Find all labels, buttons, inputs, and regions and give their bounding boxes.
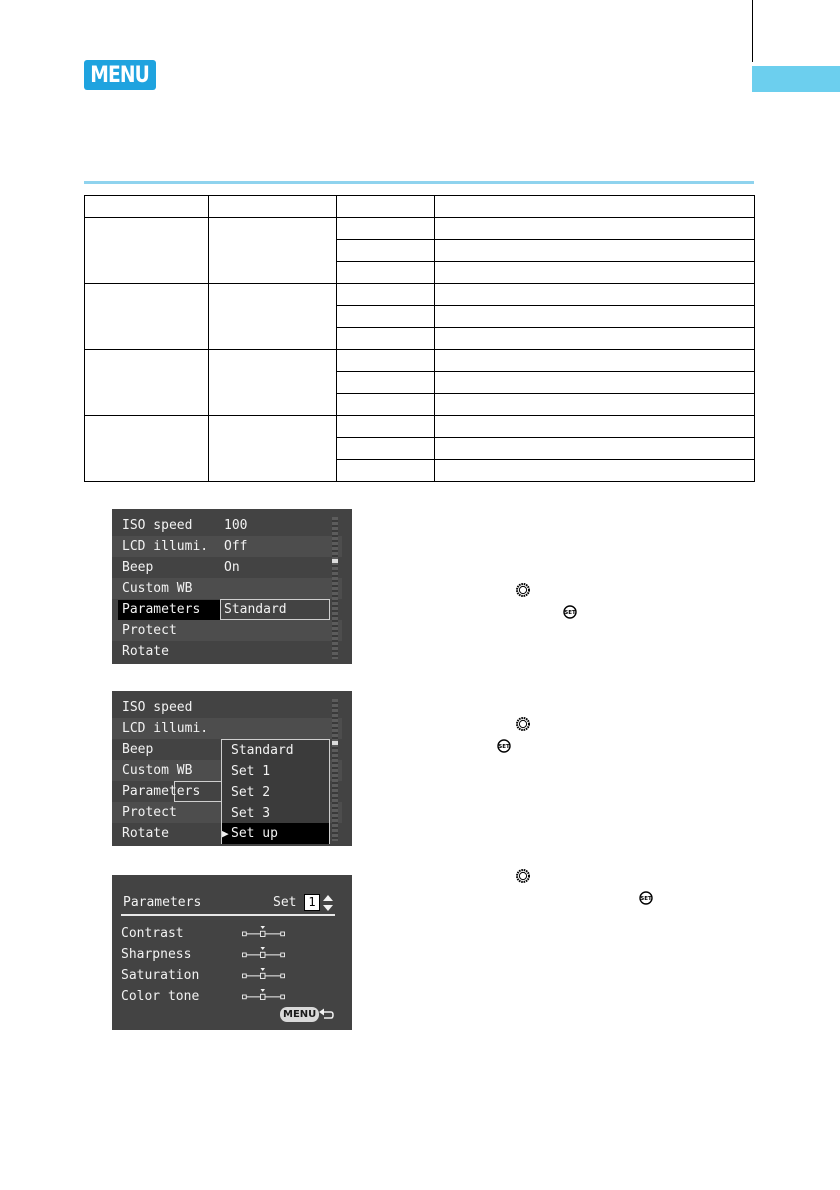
svg-text:SET: SET (498, 744, 510, 751)
menu-item-value: On (224, 560, 240, 575)
set-button-icon (639, 891, 653, 905)
menu-logo (84, 60, 156, 90)
parameter-label[interactable]: Contrast (121, 926, 184, 941)
lcd-screen-parameters-menu (112, 691, 352, 846)
set-label: Set (273, 895, 297, 910)
menu-logo-text: MENU (90, 62, 150, 88)
selection-cursor-icon: ▶ (222, 827, 229, 840)
dropdown-option-selected[interactable]: Set up (222, 823, 329, 844)
parameters-dropdown[interactable] (221, 739, 330, 844)
menu-item-label-selected[interactable]: Parameters (122, 784, 201, 799)
menu-item-label[interactable]: LCD illumi. (122, 721, 209, 736)
menu-item-label[interactable]: Protect (122, 623, 177, 638)
table-header-row (85, 196, 755, 218)
menu-item-label[interactable]: Beep (122, 742, 154, 757)
side-tab (752, 66, 840, 92)
lcd-screen-menu (112, 509, 352, 664)
parameter-slider[interactable] (238, 926, 292, 938)
parameters-table (84, 195, 755, 482)
dropdown-option[interactable]: Set 3 (231, 806, 271, 821)
menu-item-label[interactable]: Beep (122, 560, 154, 575)
table-row (85, 416, 755, 438)
set-button-icon (563, 605, 577, 619)
menu-item-label[interactable]: Protect (122, 805, 177, 820)
quick-control-dial-icon (516, 717, 530, 731)
svg-text:SET: SET (564, 610, 576, 617)
dropdown-option[interactable]: Standard (231, 743, 294, 758)
header-divider (121, 914, 335, 916)
up-down-arrows-icon[interactable] (322, 894, 334, 912)
svg-text:SET: SET (640, 896, 652, 903)
parameter-slider[interactable] (238, 947, 292, 959)
menu-item-label[interactable]: ISO speed (122, 518, 193, 533)
menu-back-button[interactable]: MENU (280, 1007, 319, 1022)
menu-item-value: Off (224, 539, 248, 554)
parameter-label[interactable]: Sharpness (121, 947, 192, 962)
table-row (85, 218, 755, 240)
scroll-thumb (332, 741, 338, 745)
dropdown-option[interactable]: Set 1 (231, 764, 271, 779)
menu-item-label[interactable]: LCD illumi. (122, 539, 209, 554)
return-arrow-icon (319, 1008, 335, 1021)
set-button-icon (497, 739, 511, 753)
parameter-slider[interactable] (238, 968, 292, 980)
title-rule (84, 181, 754, 184)
parameters-title: Parameters (123, 895, 202, 910)
corner-rule (752, 0, 753, 62)
parameter-label[interactable]: Color tone (121, 989, 200, 1004)
set-value-box[interactable]: 1 (304, 894, 320, 911)
quick-control-dial-icon (516, 869, 530, 883)
menu-item-label[interactable]: Rotate (122, 644, 169, 659)
scrollbar (332, 699, 338, 841)
scrollbar (332, 517, 338, 659)
menu-item-label-selected[interactable]: Parameters (122, 602, 201, 617)
scroll-thumb (332, 559, 338, 563)
menu-item-label[interactable]: Custom WB (122, 581, 193, 596)
menu-item-value-selected[interactable]: Standard (224, 602, 287, 617)
menu-item-value: 100 (224, 518, 248, 533)
lcd-screen-parameter-set (112, 875, 352, 1030)
menu-item-label[interactable]: Custom WB (122, 763, 193, 778)
table-row (85, 284, 755, 306)
menu-item-label[interactable]: ISO speed (122, 700, 193, 715)
parameter-slider[interactable] (238, 989, 292, 1001)
parameter-label[interactable]: Saturation (121, 968, 200, 983)
table-row (85, 350, 755, 372)
dropdown-option[interactable]: Set 2 (231, 785, 271, 800)
quick-control-dial-icon (516, 583, 530, 597)
menu-item-label[interactable]: Rotate (122, 826, 169, 841)
